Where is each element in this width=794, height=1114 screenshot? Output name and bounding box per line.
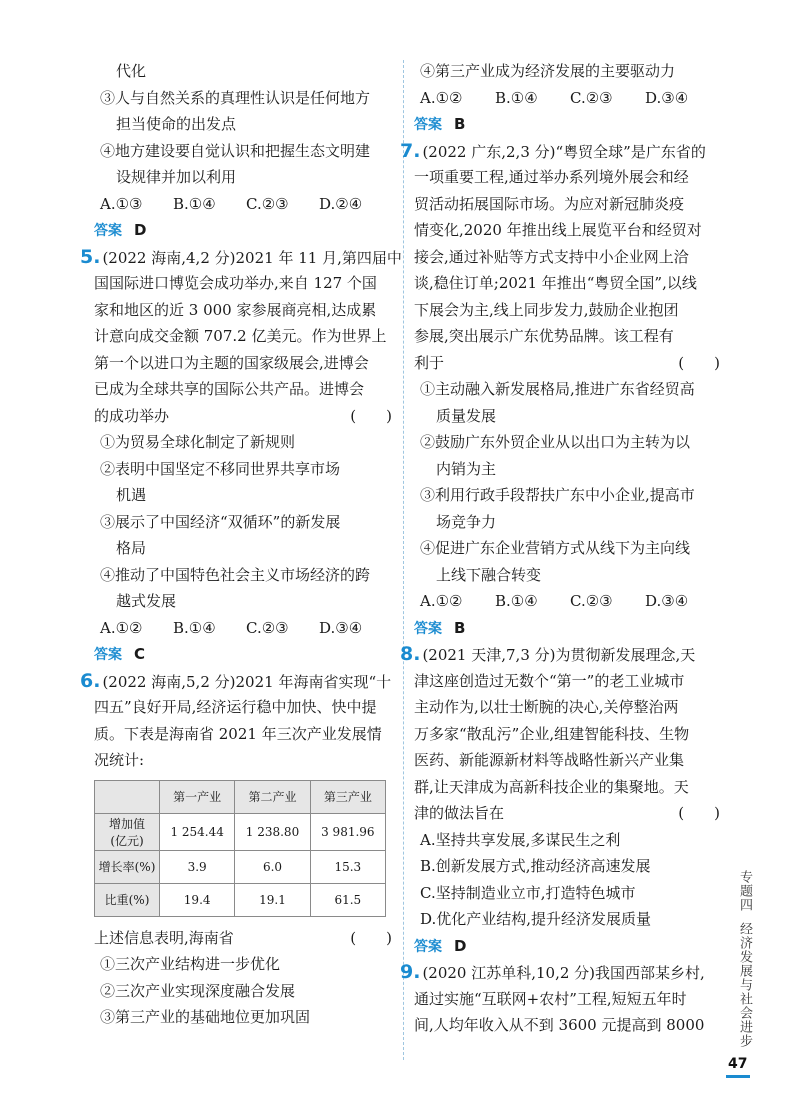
option-text: 机遇 <box>116 486 147 504</box>
question-stem-last <box>414 350 720 377</box>
answer-row <box>94 217 392 244</box>
question-stem: 津这座创造过无数个“第一”的老工业城市 <box>414 671 685 690</box>
option-text: B.创新发展方式,推动经济高速发展 <box>420 857 651 875</box>
table-cell: 19.1 <box>235 883 310 916</box>
question-stem: 的成功举办 <box>94 406 170 425</box>
answer-bracket: ( ) <box>350 928 392 947</box>
question-stem: 参展,突出展示广东优势品牌。该工程有 <box>414 327 674 345</box>
option-text: ③展示了中国经济“双循环”的新发展 <box>100 512 341 531</box>
choice-row <box>414 588 720 615</box>
question-stem: 医药、新能源新材料等战略性新兴产业集 <box>414 751 685 769</box>
option-text: 担当使命的出发点 <box>116 115 237 133</box>
question-stem: 况统计: <box>94 751 145 769</box>
answer-label: 答案 <box>414 117 442 133</box>
choice-b: B.①④ <box>495 592 538 610</box>
question-stem: 2021 年海南省实现“十 <box>235 672 392 691</box>
question-number: 7. <box>400 139 421 162</box>
question-stem: 津的做法旨在 <box>414 804 505 822</box>
question-stem: 群,让天津成为高新科技企业的集聚地。天 <box>414 777 689 796</box>
option-text: 设规律并加以利用 <box>116 168 237 186</box>
column-divider <box>403 60 404 1060</box>
row-header-line: (亿元) <box>110 833 144 848</box>
choice-b: B.①④ <box>173 618 216 637</box>
answer-value: C <box>134 645 146 663</box>
column-header: 第二产业 <box>235 780 310 813</box>
question-stem: “粤贸全球”是广东省的 <box>555 142 706 161</box>
question-header <box>400 641 720 668</box>
question-stem: 接会,通过补贴等方式支持中小企业网上洽 <box>414 247 689 266</box>
option-text: ③第三产业的基础地位更加巩固 <box>100 1008 311 1026</box>
option-text: ④地方建设要自觉认识和把握生态文明建 <box>100 141 371 160</box>
row-header-line: 增加值 <box>108 816 145 831</box>
choice-b: B.①④ <box>173 194 216 213</box>
question-stem: 情变化,2020 年推出线上展览平台和经贸对 <box>414 221 702 239</box>
answer-bracket: ( ) <box>350 406 392 425</box>
choice-d: D.③④ <box>319 618 363 637</box>
table-corner <box>95 780 160 813</box>
question-stem-last <box>94 403 392 430</box>
question-stem: 我国西部某乡村, <box>595 964 705 982</box>
answer-bracket: ( ) <box>678 353 720 372</box>
row-header: 增长率(%) <box>95 850 160 883</box>
question-source: (2022 广东,2,3 分) <box>422 142 556 161</box>
chapter-title: 经济发展与社会进步 <box>737 922 752 1048</box>
question-stem-last <box>414 800 720 827</box>
option-text: ③人与自然关系的真理性认识是任何地方 <box>100 88 371 107</box>
option-text: ②三次产业实现深度融合发展 <box>100 981 296 1000</box>
question-8 <box>400 641 720 959</box>
option-text: ②表明中国坚定不移同世界共享市场 <box>100 459 341 478</box>
choice-c: C.②③ <box>246 618 289 637</box>
option-text: ④推动了中国特色社会主义市场经济的跨 <box>100 565 371 584</box>
answer-row <box>414 111 720 138</box>
question-number: 6. <box>80 669 101 692</box>
option-text: 越式发展 <box>116 592 177 610</box>
table-cell: 3.9 <box>160 850 235 883</box>
choice-c: C.②③ <box>570 88 613 107</box>
question-stem: 第一个以进口为主题的国家级展会,进博会 <box>94 353 369 372</box>
answer-value: B <box>454 115 466 133</box>
option-text: A.坚持共享发展,多谋民生之利 <box>420 830 621 849</box>
question-stem: 谈,稳住订单;2021 年推出“粤贸全国”,以线 <box>414 274 697 292</box>
choice-row <box>414 85 720 112</box>
question-stem: 家和地区的近 3 000 家参展商亮相,达成累 <box>94 300 377 319</box>
question-stem: 万多家“散乱污”企业,组建智能科技、生物 <box>414 724 690 743</box>
answer-label: 答案 <box>414 938 442 955</box>
left-column <box>80 58 402 1031</box>
question-7 <box>400 138 720 642</box>
option-text: 内销为主 <box>436 459 497 478</box>
answer-label: 答案 <box>94 223 122 239</box>
table-row <box>95 813 386 850</box>
page-number-bar <box>726 1075 750 1078</box>
table-cell: 1 238.80 <box>235 813 310 850</box>
column-header: 第三产业 <box>310 780 385 813</box>
question-stem: 四五”良好开局,经济运行稳中加快、快中提 <box>94 698 377 716</box>
option-text: ①主动融入新发展格局,推进广东省经贸高 <box>420 380 695 398</box>
question-stem: 通过实施“互联网+农村”工程,短短五年时 <box>414 989 687 1008</box>
answer-row <box>94 641 392 668</box>
choice-d: D.③④ <box>645 88 689 107</box>
table-header-row <box>95 780 386 813</box>
answer-row <box>414 933 720 960</box>
option-text: ②鼓励广东外贸企业从以出口为主转为以 <box>420 433 691 451</box>
chapter-side-tab <box>730 870 754 1048</box>
option-text: 格局 <box>116 539 147 557</box>
page-number: 47 <box>728 1056 748 1072</box>
option-text: 场竞争力 <box>436 512 497 531</box>
table-cell: 1 254.44 <box>160 813 235 850</box>
option-text: ①为贸易全球化制定了新规则 <box>100 433 296 451</box>
question-stem: 上述信息表明,海南省 <box>94 928 234 947</box>
question-6 <box>80 668 392 1031</box>
choice-a: A.①② <box>420 88 463 107</box>
option-text: D.优化产业结构,提升经济发展质量 <box>420 910 652 928</box>
row-header: 比重(%) <box>95 883 160 916</box>
choice-row <box>94 615 392 642</box>
answer-value: D <box>134 221 147 239</box>
table-cell: 3 981.96 <box>310 813 385 850</box>
question-lead <box>94 925 392 952</box>
choice-a: A.①③ <box>100 194 143 213</box>
option-text: ③利用行政手段帮扶广东中小企业,提高市 <box>420 486 695 504</box>
answer-bracket: ( ) <box>678 804 720 822</box>
option-text: ①三次产业结构进一步优化 <box>100 955 281 973</box>
question-stem: 计意向成交金额 707.2 亿美元。作为世界上 <box>94 327 387 345</box>
industry-stats-table <box>94 780 386 917</box>
question-number: 5. <box>80 245 101 268</box>
question-stem: 质。下表是海南省 2021 年三次产业发展情 <box>94 724 382 743</box>
question-5 <box>80 244 402 668</box>
choice-row <box>94 191 392 218</box>
option-text: 质量发展 <box>436 406 497 425</box>
choice-c: C.②③ <box>246 194 289 213</box>
option-text: ④第三产业成为经济发展的主要驱动力 <box>420 62 676 80</box>
question-stem: 国国际进口博览会成功举办,来自 127 个国 <box>94 274 377 292</box>
choice-a: A.①② <box>100 618 143 637</box>
question-source: (2022 海南,5,2 分) <box>102 672 236 691</box>
question-source: (2022 海南,4,2 分) <box>102 248 236 267</box>
choice-d: D.③④ <box>645 592 689 610</box>
chapter-number: 专题四 <box>737 870 752 912</box>
question-header <box>80 244 402 271</box>
answer-label: 答案 <box>94 647 122 663</box>
question-stem: 间,人均年收入从不到 3600 元提高到 8000 <box>414 1016 705 1034</box>
choice-a: A.①② <box>420 592 463 610</box>
question-4-continued <box>94 58 392 244</box>
question-stem: 主动作为,以壮士断腕的决心,关停整治两 <box>414 698 679 716</box>
choice-d: D.②④ <box>319 194 363 213</box>
column-header: 第一产业 <box>160 780 235 813</box>
table-cell: 19.4 <box>160 883 235 916</box>
question-stem: 贸活动拓展国际市场。为应对新冠肺炎疫 <box>414 194 685 213</box>
question-number: 9. <box>400 961 421 983</box>
question-stem: 2021 年 11 月,第四届中 <box>235 248 402 267</box>
question-header <box>400 138 720 165</box>
choice-c: C.②③ <box>570 592 613 610</box>
table-cell: 61.5 <box>310 883 385 916</box>
row-header <box>95 813 160 850</box>
option-text: 代化 <box>116 62 147 80</box>
question-6-continued <box>414 58 720 138</box>
answer-value: D <box>454 936 467 955</box>
question-source: (2021 天津,7,3 分) <box>422 646 556 664</box>
question-stem: 一项重要工程,通过举办系列境外展会和经 <box>414 168 689 186</box>
question-stem: 为贯彻新发展理念,天 <box>555 646 696 664</box>
question-stem: 利于 <box>414 353 445 372</box>
right-column <box>400 58 720 1039</box>
question-source: (2020 江苏单科,10,2 分) <box>422 964 596 982</box>
choice-b: B.①④ <box>495 88 538 107</box>
question-9 <box>400 959 720 1039</box>
answer-row <box>414 615 720 642</box>
answer-value: B <box>454 618 466 637</box>
question-header <box>400 959 720 986</box>
question-stem: 下展会为主,线上同步发力,鼓励企业抱团 <box>414 300 679 319</box>
question-number: 8. <box>400 643 421 665</box>
table-cell: 6.0 <box>235 850 310 883</box>
question-stem: 已成为全球共享的国际公共产品。进博会 <box>94 380 365 398</box>
table-row <box>95 883 386 916</box>
option-text: 上线下融合转变 <box>436 565 542 584</box>
option-text: ④促进广东企业营销方式从线下为主向线 <box>420 539 691 557</box>
option-text: C.坚持制造业立市,打造特色城市 <box>420 883 636 902</box>
table-row <box>95 850 386 883</box>
question-header <box>80 668 392 695</box>
table-cell: 15.3 <box>310 850 385 883</box>
answer-label: 答案 <box>414 620 442 637</box>
